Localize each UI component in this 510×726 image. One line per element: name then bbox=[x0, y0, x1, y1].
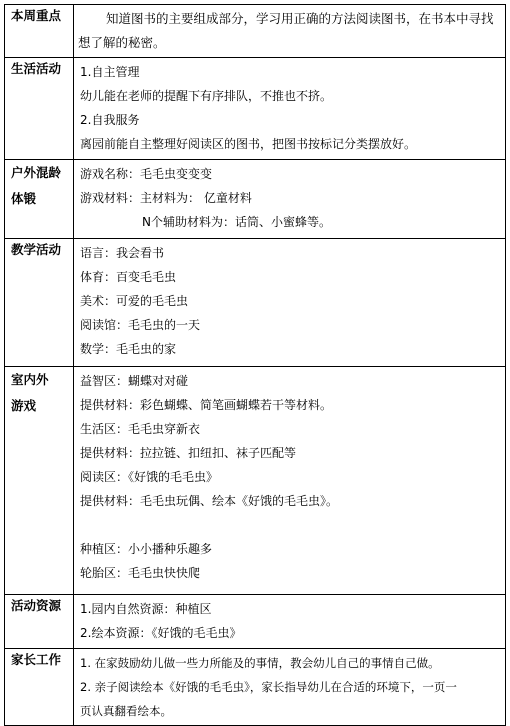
content-line: 生活区：毛毛虫穿新衣 bbox=[80, 422, 201, 436]
content-line: 游戏材料：主材料为： 亿童材料 bbox=[80, 191, 252, 205]
focus-text: 知道图书的主要组成部分，学习用正确的方法阅读图书，在书本中寻找想了解的秘密。 bbox=[78, 11, 494, 50]
row-label: 生活活动 bbox=[11, 61, 62, 76]
label-cell bbox=[5, 649, 74, 726]
label-cell bbox=[5, 239, 74, 367]
content-line: 益智区：蝴蝶对对碰 bbox=[80, 374, 189, 388]
content-line: 提供材料：拉拉链、扣纽扣、袜子匹配等 bbox=[80, 446, 297, 460]
label-cell bbox=[5, 160, 74, 239]
content-line: 1. 在家鼓励幼儿做一些力所能及的事情，教会幼儿自己的事情自己做。 bbox=[80, 656, 440, 670]
content-line: 美术：可爱的毛毛虫 bbox=[80, 294, 189, 308]
content-line: 提供材料：毛毛虫玩偶、绘本《好饿的毛毛虫》。 bbox=[80, 494, 339, 508]
content-cell bbox=[74, 239, 506, 367]
row-indoor-outdoor-games bbox=[5, 367, 506, 595]
content-line: 游戏名称：毛毛虫变变变 bbox=[80, 167, 213, 181]
row-life-activities bbox=[5, 58, 506, 160]
content-cell bbox=[74, 649, 506, 726]
row-label: 教学活动 bbox=[11, 242, 62, 257]
content-cell bbox=[74, 58, 506, 160]
content-cell bbox=[74, 5, 506, 58]
label-cell bbox=[5, 595, 74, 649]
row-label-line: 游戏 bbox=[11, 398, 37, 413]
row-outdoor-exercise bbox=[5, 160, 506, 239]
content-line: 1.园内自然资源：种植区 bbox=[80, 602, 212, 616]
row-activity-resources bbox=[5, 595, 506, 649]
row-label: 活动资源 bbox=[11, 598, 62, 613]
row-parent-work bbox=[5, 649, 506, 726]
content-line: 数学：毛毛虫的家 bbox=[80, 342, 177, 356]
blank-line bbox=[80, 513, 499, 537]
content-line: 体育：百变毛毛虫 bbox=[80, 270, 177, 284]
content-line: 阅读区：《好饿的毛毛虫》 bbox=[80, 470, 219, 484]
content-line: 提供材料：彩色蝴蝶、简笔画蝴蝶若干等材料。 bbox=[80, 398, 333, 412]
label-cell bbox=[5, 5, 74, 58]
label-cell bbox=[5, 58, 74, 160]
content-line: 语言：我会看书 bbox=[80, 246, 165, 260]
content-line: 1.自主管理 bbox=[80, 65, 140, 79]
row-label-line: 室内外 bbox=[11, 372, 49, 387]
content-line: 2. 亲子阅读绘本《好饿的毛毛虫》，家长指导幼儿在合适的环境下，一页一 bbox=[80, 680, 457, 694]
content-cell bbox=[74, 595, 506, 649]
content-cell bbox=[74, 367, 506, 595]
content-line: 阅读馆：毛毛虫的一天 bbox=[80, 318, 201, 332]
content-line: 幼儿能在老师的提醒下有序排队，不推也不挤。 bbox=[80, 89, 333, 103]
row-teaching-activities bbox=[5, 239, 506, 367]
content-cell bbox=[74, 160, 506, 239]
weekly-plan-table bbox=[4, 4, 506, 726]
content-line: 页认真翻看绘本。 bbox=[80, 704, 172, 718]
row-label-line: 户外混龄 bbox=[11, 165, 62, 180]
row-weekly-focus bbox=[5, 5, 506, 58]
content-line: 轮胎区：毛毛虫快快爬 bbox=[80, 566, 201, 580]
content-line: 2.自我服务 bbox=[80, 113, 140, 127]
row-label-line: 体锻 bbox=[11, 191, 37, 206]
row-label: 家长工作 bbox=[11, 652, 62, 667]
content-line: 离园前能自主整理好阅读区的图书，把图书按标记分类摆放好。 bbox=[80, 137, 417, 151]
label-cell bbox=[5, 367, 74, 595]
row-label: 本周重点 bbox=[11, 8, 62, 23]
content-line: 2.绘本资源：《好饿的毛毛虫》 bbox=[80, 626, 242, 640]
content-line: 种植区：小小播种乐趣多 bbox=[80, 542, 213, 556]
content-line: N个辅助材料为：话筒、小蜜蜂等。 bbox=[142, 215, 331, 229]
